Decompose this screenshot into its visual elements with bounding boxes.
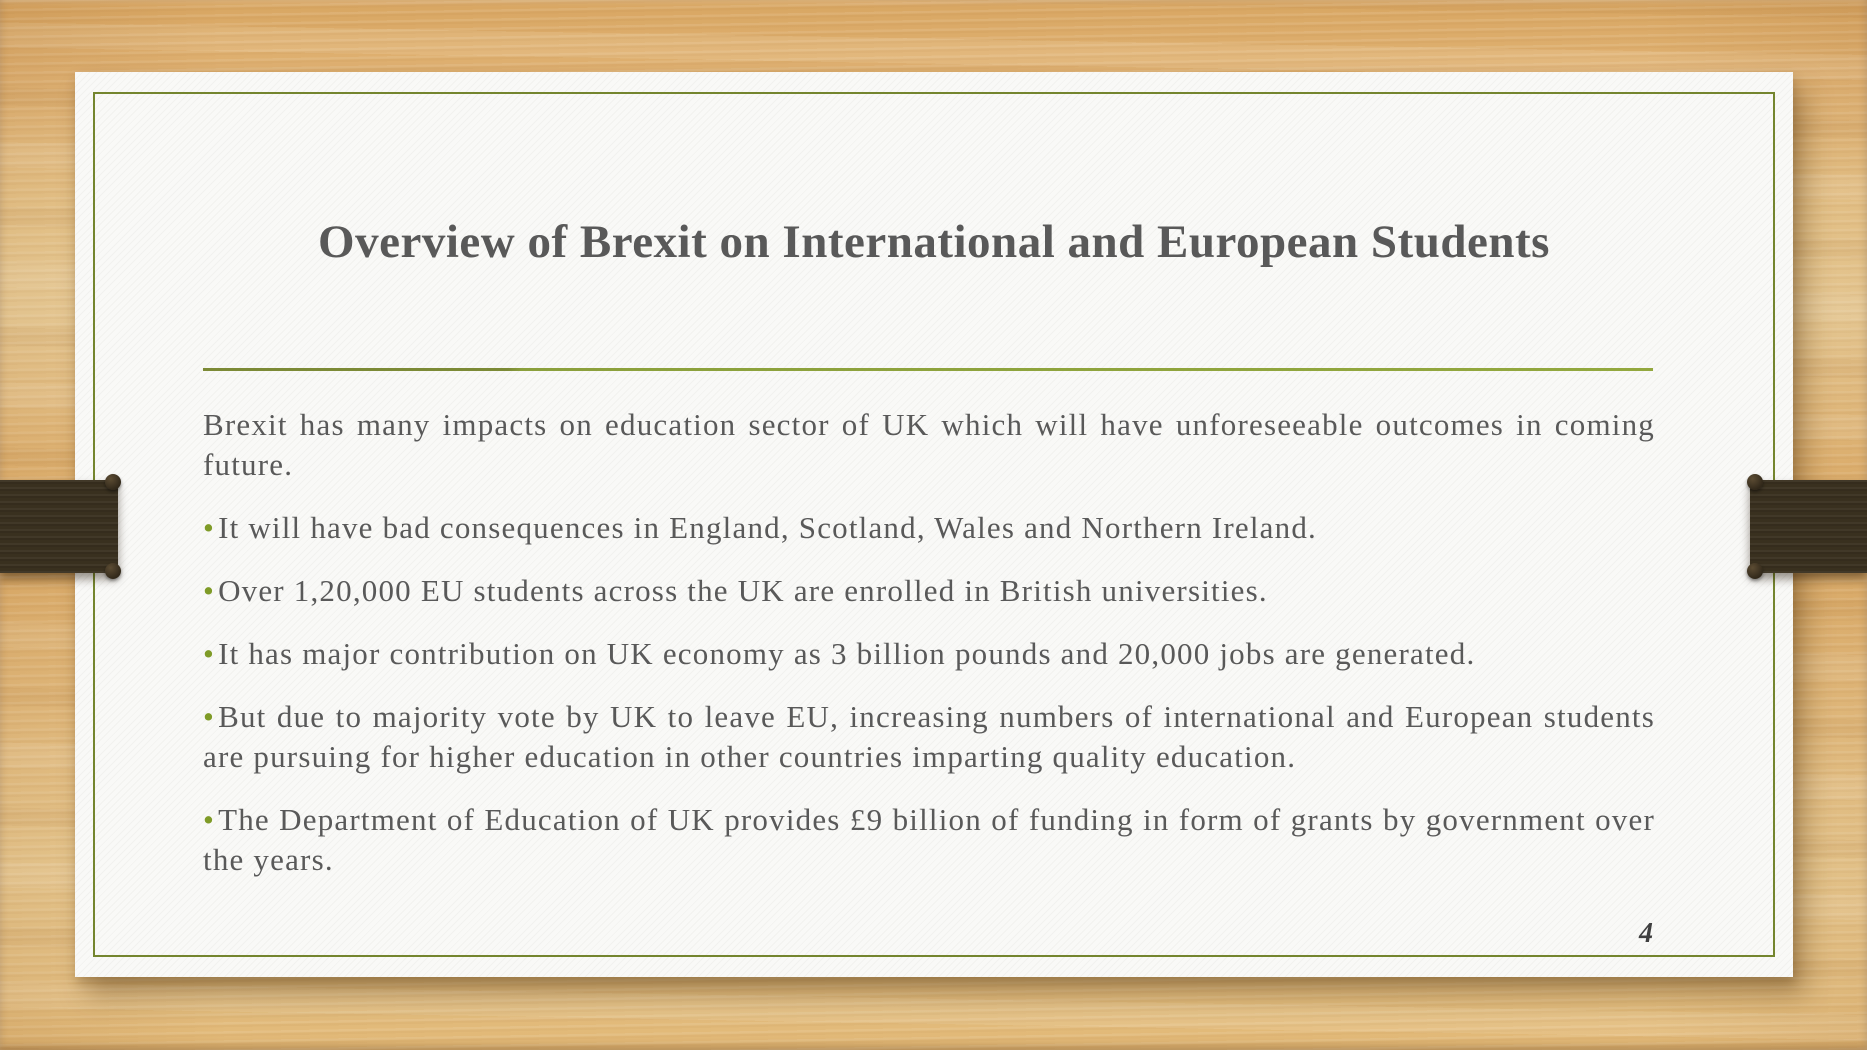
bullet-item bbox=[203, 800, 1655, 880]
bullet-item bbox=[203, 571, 1655, 611]
bullet-item bbox=[203, 508, 1655, 548]
bullet-dot-icon: • bbox=[203, 636, 216, 671]
ribbon-pin-icon bbox=[1747, 474, 1763, 490]
slide-body bbox=[203, 405, 1655, 903]
bullet-item bbox=[203, 634, 1655, 674]
presentation-slide bbox=[75, 72, 1793, 977]
bullet-item bbox=[203, 697, 1655, 777]
bullet-text: It will have bad consequences in England, Scotland, Wales and Northern Ireland. bbox=[218, 510, 1317, 545]
bullet-dot-icon: • bbox=[203, 699, 216, 734]
ribbon-pin-icon bbox=[1747, 563, 1763, 579]
bullet-dot-icon: • bbox=[203, 510, 216, 545]
ribbon-strap-right bbox=[1750, 480, 1867, 573]
bullet-text: But due to majority vote by UK to leave EU, increasing numbers of international and European students are pursuing for higher education in other countries imparting quality education. bbox=[203, 699, 1655, 774]
bullet-text: The Department of Education of UK provides £9 billion of funding in form of grants by government over the years. bbox=[203, 802, 1655, 877]
ribbon-pin-icon bbox=[105, 474, 121, 490]
ribbon-pin-icon bbox=[105, 563, 121, 579]
bullet-text: It has major contribution on UK economy as 3 billion pounds and 20,000 jobs are generated. bbox=[218, 636, 1476, 671]
bullet-dot-icon: • bbox=[203, 573, 216, 608]
bullet-dot-icon: • bbox=[203, 802, 216, 837]
slide-title: Overview of Brexit on International and European Students bbox=[318, 216, 1550, 268]
ribbon-strap-left bbox=[0, 480, 118, 573]
title-divider-line bbox=[203, 368, 1653, 371]
bullet-text: Over 1,20,000 EU students across the UK are enrolled in British universities. bbox=[218, 573, 1268, 608]
intro-paragraph: Brexit has many impacts on education sector of UK which will have unforeseeable outcomes in coming future. bbox=[203, 407, 1655, 482]
page-number: 4 bbox=[1639, 918, 1653, 949]
